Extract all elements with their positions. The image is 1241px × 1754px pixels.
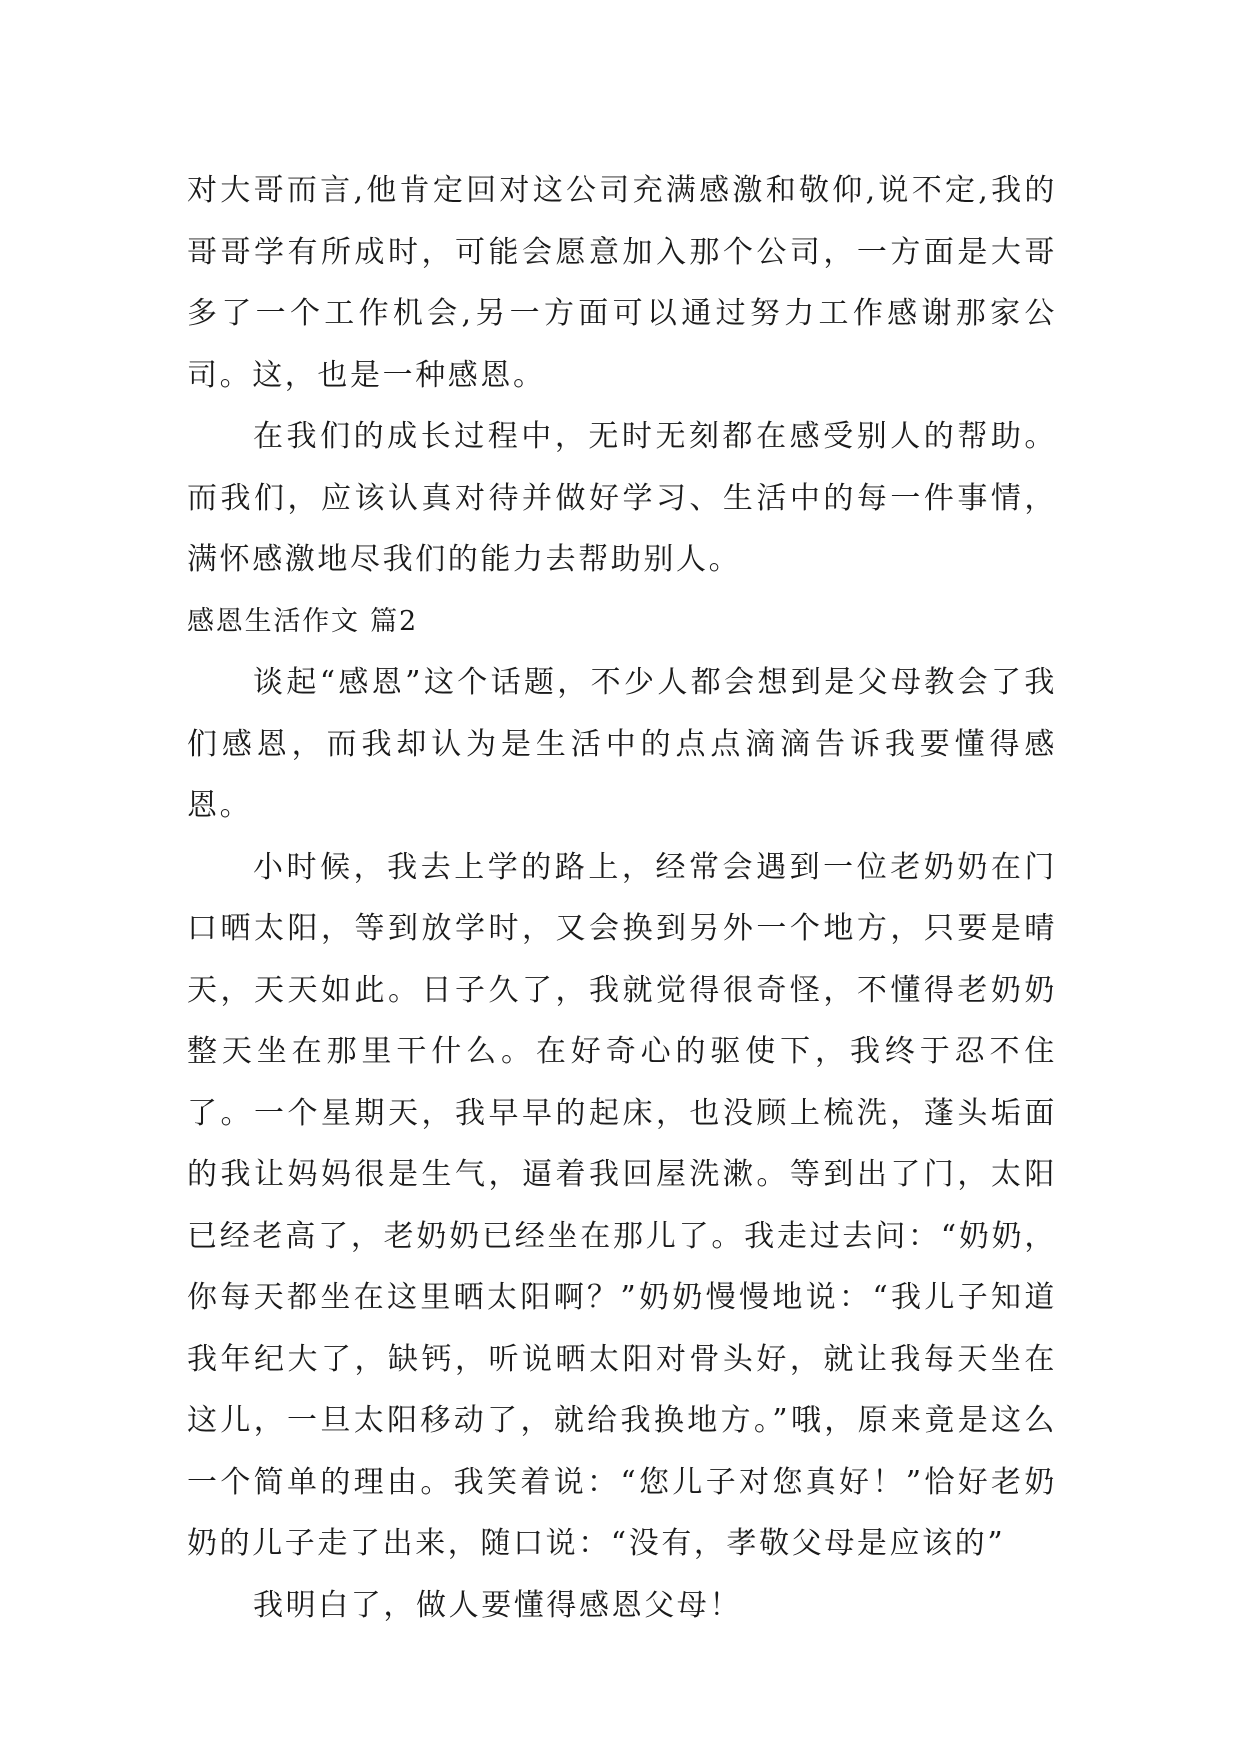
section-title: 感恩生活作文 篇2 [187, 605, 418, 637]
body-paragraph: 对大哥而言,他肯定回对这公司充满感激和敬仰,说不定,我的哥哥学有所成时，可能会愿意加入那个公司，一方面是大哥多了一个工作机会,另一方面可以通过努力工作感谢那家公司。这，也是一种感恩。 [187, 173, 1057, 393]
document-page [187, 160, 1057, 1636]
body-paragraph: 在我们的成长过程中，无时无刻都在感受别人的帮助。而我们，应该认真对待并做好学习、生活中的每一件事情，满怀感激地尽我们的能力去帮助别人。 [187, 419, 1057, 577]
body-paragraph: 小时候，我去上学的路上，经常会遇到一位老奶奶在门口晒太阳，等到放学时，又会换到另外一个地方，只要是晴天，天天如此。日子久了，我就觉得很奇怪，不懂得老奶奶整天坐在那里干什么。在好奇心的驱使下，我终于忍不住了。一个星期天，我早早的起床，也没顾上梳洗，蓬头垢面的我让妈妈很是生气，逼着我回屋洗漱。等到出了门，太阳已经老高了，老奶奶已经坐在那儿了。我走过去问：“奶奶，你每天都坐在这里晒太阳啊？”奶奶慢慢地说：“我儿子知道我年纪大了，缺钙，听说晒太阳对骨头好，就让我每天坐在这儿，一旦太阳移动了，就给我换地方。”哦，原来竟是这么一个简单的理由。我笑着说：“您儿子对您真好！”恰好老奶奶的儿子走了出来，随口说：“没有，孝敬父母是应该的” [187, 849, 1057, 1561]
body-paragraph: 我明白了，做人要懂得感恩父母！ [253, 1587, 742, 1623]
body-paragraph: 谈起“感恩”这个话题，不少人都会想到是父母教会了我们感恩，而我却认为是生活中的点点滴滴告诉我要懂得感恩。 [187, 665, 1057, 823]
